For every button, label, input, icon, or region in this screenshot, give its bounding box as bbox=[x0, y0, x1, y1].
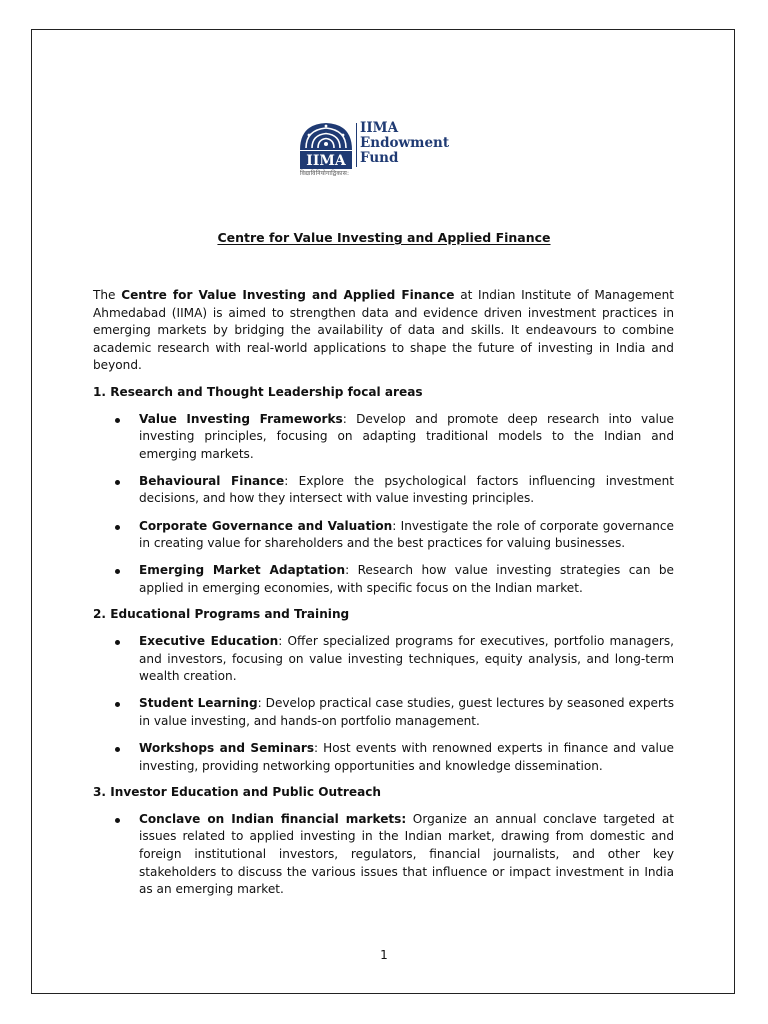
intro-centre-name: Centre for Value Investing and Applied Finance bbox=[121, 288, 455, 302]
item-term: Student Learning bbox=[139, 696, 258, 711]
iima-emblem-icon bbox=[298, 120, 354, 172]
bullet-icon bbox=[115, 640, 120, 645]
list-item bbox=[93, 562, 674, 597]
bullet-icon bbox=[115, 525, 120, 530]
item-text: Organize an annual conclave targeted at issues related to applied investing in the Indian market, drawing from domestic and foreign institutional investors, regulators, financial journalists, and other key stakeholders to discuss the various issues that influence or impact investment in India as an emerging market. bbox=[139, 811, 674, 897]
bullet-icon bbox=[115, 418, 120, 423]
logo-tagline: विद्याविनियोगाद्विकास: bbox=[300, 170, 350, 177]
page-number: 1 bbox=[380, 948, 388, 962]
document-body bbox=[93, 287, 674, 908]
item-term: Value Investing Frameworks bbox=[139, 411, 343, 426]
item-term: Conclave on Indian financial markets: bbox=[139, 811, 407, 826]
list-item bbox=[93, 633, 674, 686]
bullet-icon bbox=[115, 747, 120, 752]
list-item bbox=[93, 518, 674, 553]
research-list bbox=[93, 411, 674, 598]
section-heading-research: 1. Research and Thought Leadership focal areas bbox=[93, 384, 423, 399]
iima-endowment-fund-logo bbox=[298, 120, 478, 180]
bullet-icon bbox=[115, 480, 120, 485]
intro-rest: at Indian Institute of Management Ahmedabad (IIMA) is aimed to strengthen data and evidence driven investment practices in emerging markets by bridging the availability of data and skills. It endeavours to combine academic research with real-world applications to shape the future of investing in India and beyond. bbox=[93, 288, 675, 373]
logo-divider bbox=[356, 123, 357, 167]
list-item bbox=[93, 740, 674, 775]
item-text: : Develop and promote deep research into value investing principles, focusing on adapting traditional models to the Indian and emerging markets. bbox=[139, 411, 675, 461]
item-term: Behavioural Finance bbox=[139, 473, 285, 488]
item-text: : Host events with renowned experts in finance and value investing, providing networking opportunities and knowledge dissemination. bbox=[139, 740, 674, 773]
item-term: Corporate Governance and Valuation bbox=[139, 518, 393, 533]
logo-line-2: Endowment bbox=[360, 135, 450, 151]
item-term: Executive Education bbox=[139, 634, 279, 648]
item-text: : Offer specialized programs for executives, portfolio managers, and investors, focusing on value investing techniques, equity analysis, and long-term wealth creation. bbox=[139, 634, 675, 684]
bullet-icon bbox=[115, 569, 120, 574]
outreach-list bbox=[93, 811, 674, 899]
list-item bbox=[93, 811, 674, 899]
section-heading-education: 2. Educational Programs and Training bbox=[93, 607, 350, 622]
intro-paragraph bbox=[93, 287, 674, 375]
item-text: : Investigate the role of corporate governance in creating value for shareholders and the best practices for valuing businesses. bbox=[139, 518, 674, 551]
document-title: Centre for Value Investing and Applied Finance bbox=[217, 230, 551, 245]
intro-lead: The bbox=[93, 288, 122, 302]
bullet-icon bbox=[115, 702, 120, 707]
logo-wordmark bbox=[360, 121, 449, 166]
item-text: : Research how value investing strategies can be applied in emerging economies, with specific focus on the Indian market. bbox=[139, 563, 674, 595]
logo-line-1: IIMA bbox=[360, 120, 399, 136]
list-item bbox=[93, 411, 674, 464]
logo-line-3: Fund bbox=[360, 150, 399, 166]
education-list bbox=[93, 633, 674, 775]
list-item bbox=[93, 695, 674, 730]
emblem-text: IIMA bbox=[306, 153, 346, 169]
item-term: Workshops and Seminars bbox=[139, 740, 315, 755]
bullet-icon bbox=[115, 818, 120, 823]
list-item bbox=[93, 473, 674, 508]
item-term: Emerging Market Adaptation bbox=[139, 563, 346, 578]
section-heading-outreach: 3. Investor Education and Public Outreach bbox=[93, 785, 382, 800]
item-text: : Explore the psychological factors influencing investment decisions, and how they intersect with value investing principles. bbox=[139, 473, 674, 506]
item-text: : Develop practical case studies, guest lectures by seasoned experts in value investing, and hands-on portfolio management. bbox=[139, 696, 675, 728]
